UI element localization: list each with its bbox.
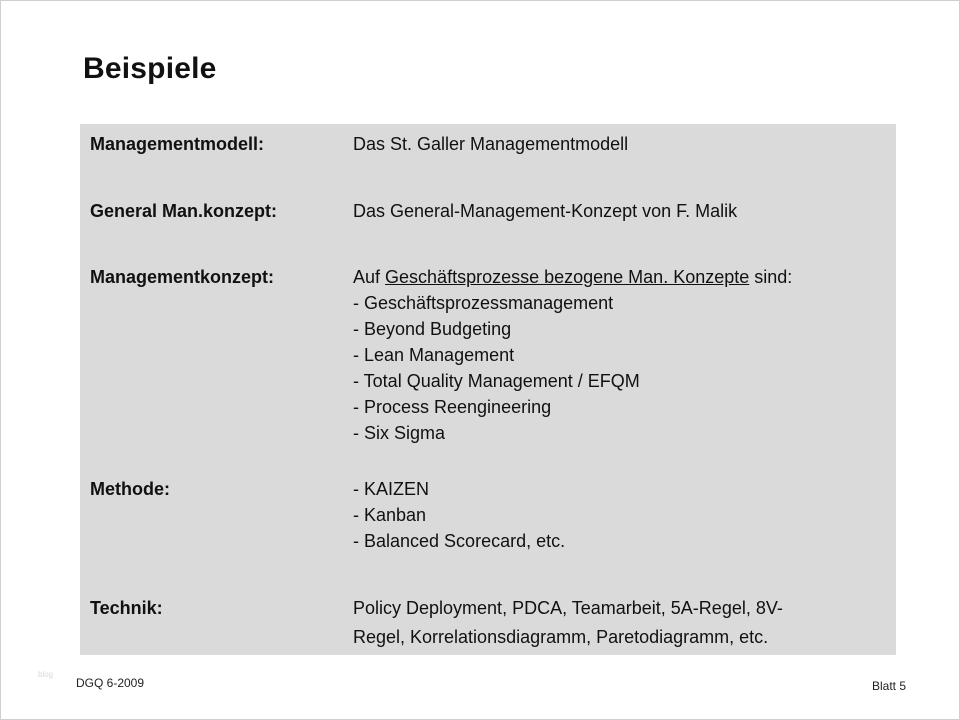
list-item: - Six Sigma (353, 423, 446, 443)
footer-source: DGQ 6-2009 (76, 676, 145, 690)
value-managementmodell (353, 131, 628, 157)
label-managementkonzept: Managementkonzept: (90, 267, 275, 287)
examples-box (80, 124, 896, 655)
slide-title: Beispiele (83, 52, 217, 85)
list-item: - Kanban (353, 505, 427, 525)
intro-line (353, 264, 792, 290)
label-methode: Methode: (90, 479, 170, 499)
list-item: - Total Quality Management / EFQM (353, 371, 640, 391)
list-item: - KAIZEN (353, 479, 430, 499)
list-item: - Lean Management (353, 345, 515, 365)
intro-prefix: Auf (353, 267, 386, 287)
value-line: Policy Deployment, PDCA, Teamarbeit, 5A-Regel, 8V- (353, 598, 783, 618)
value-managementkonzept (353, 264, 792, 446)
value-line: Regel, Korrelationsdiagramm, Paretodiagramm, etc. (353, 627, 769, 647)
value-line: Das General-Management-Konzept von F. Malik (353, 201, 738, 221)
value-methode (353, 476, 565, 554)
label-technik: Technik: (90, 598, 163, 618)
list-item: - Beyond Budgeting (353, 319, 512, 339)
list-item: - Process Reengineering (353, 397, 552, 417)
value-general-man-konzept (353, 198, 737, 224)
value-technik (353, 594, 783, 652)
watermark-text: blog (38, 670, 54, 679)
value-line: Das St. Galler Managementmodell (353, 134, 629, 154)
intro-suffix: sind: (749, 267, 793, 287)
list-item: - Balanced Scorecard, etc. (353, 531, 566, 551)
footer-page-number: Blatt 5 (871, 679, 906, 693)
label-general-man-konzept: General Man.konzept: (90, 201, 278, 221)
intro-underlined: Geschäftsprozesse bezogene Man. Konzepte (385, 267, 750, 287)
label-managementmodell: Managementmodell: (90, 134, 265, 154)
list-item: - Geschäftsprozessmanagement (353, 293, 614, 313)
